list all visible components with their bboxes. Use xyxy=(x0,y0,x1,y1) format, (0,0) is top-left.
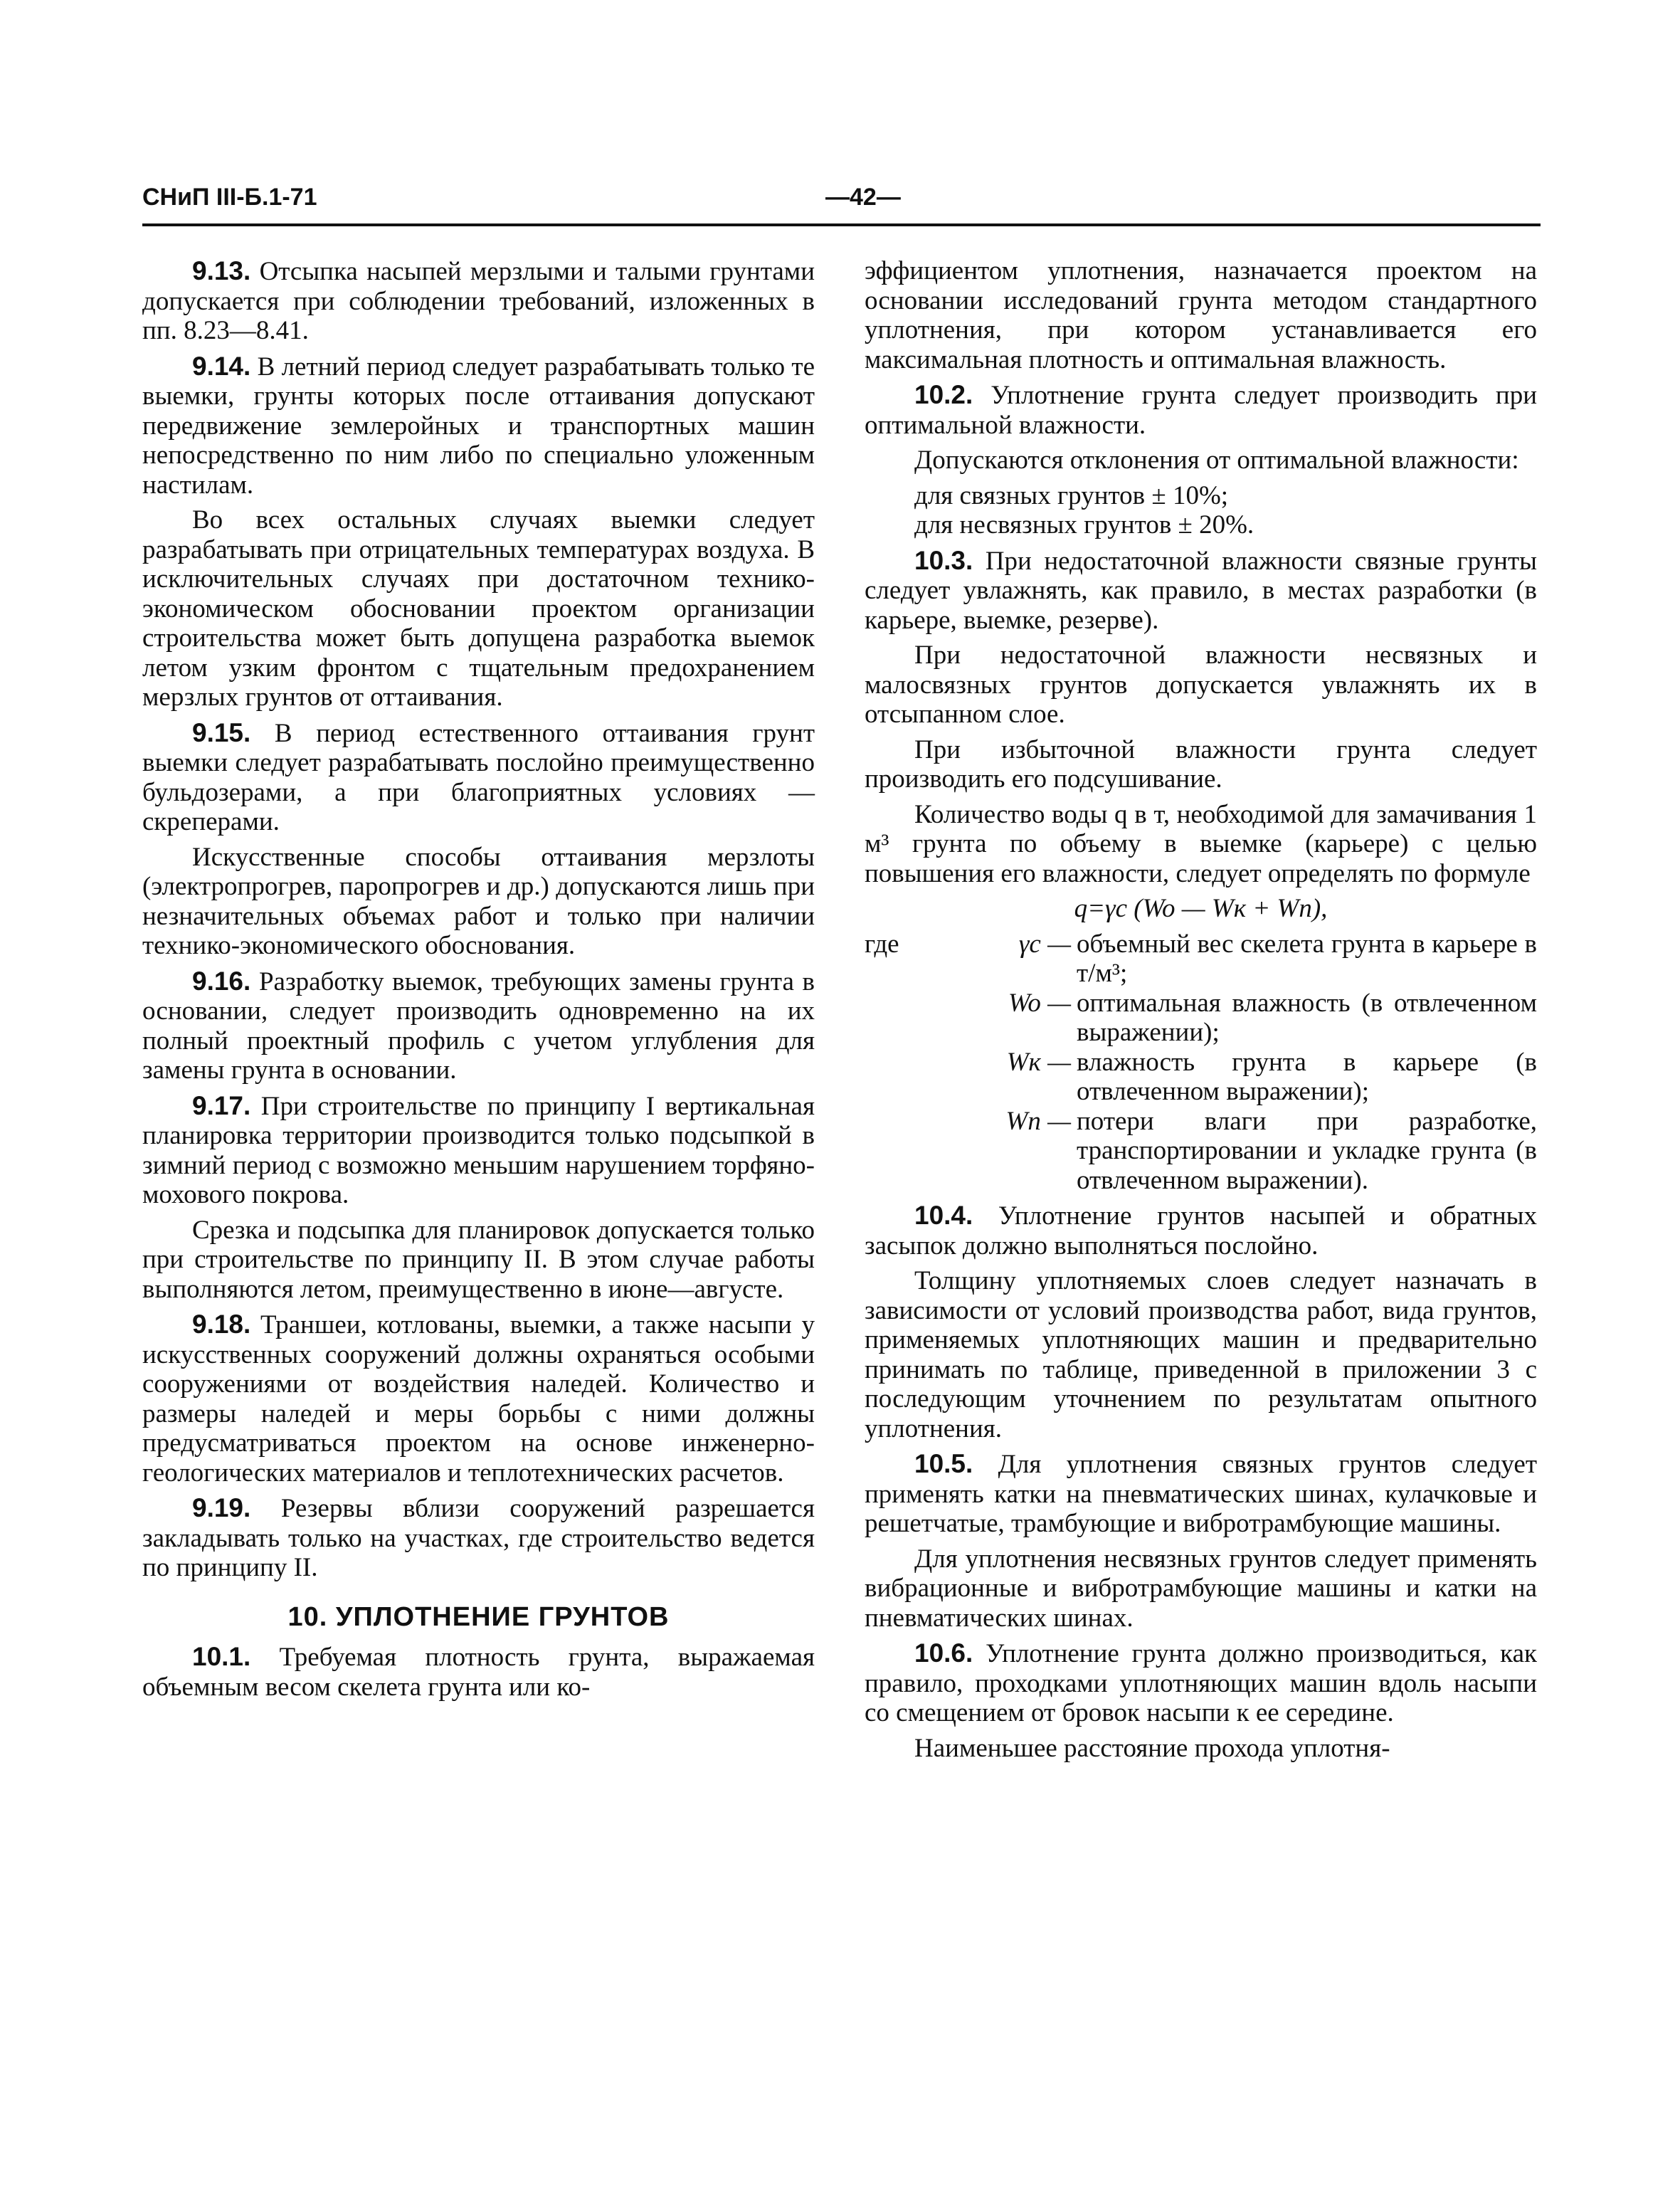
paragraph-9-18 xyxy=(142,1310,815,1488)
definition-text: оптимальная влажность (в отвлеченном выражении); xyxy=(1077,988,1537,1047)
definition-text: потери влаги при разработке, транспортировании и укладке грунта (в отвлеченном выражении). xyxy=(1077,1106,1537,1195)
paragraph-9-14 xyxy=(142,352,815,500)
clause-text: При недостаточной влажности связные грунты следует увлажнять, как правило, в местах разработки (в карьере, выемке, резерве). xyxy=(865,546,1537,635)
clause-number: 9.16. xyxy=(192,966,251,996)
paragraph-9-15-b: Искусственные способы оттаивания мерзлоты (электропрогрев, паропрогрев и др.) допускаются лишь при незначительных объемах работ и только при наличии технико-экономического обоснования. xyxy=(142,842,815,960)
definition-symbol: γc — xyxy=(1018,929,1071,959)
definition-symbol: Wo — xyxy=(1008,988,1071,1018)
definition-symbol: Wп — xyxy=(1005,1106,1071,1136)
page-number: —42— xyxy=(825,184,901,211)
definition-text: объемный вес скелета грунта в карьере в т/м³; xyxy=(1077,929,1537,988)
clause-text: Уплотнение грунта должно производиться, как правило, проходками уплотняющих машин вдоль насыпи со смещением от бровок насыпи к ее середине. xyxy=(865,1639,1538,1727)
clause-number: 9.19. xyxy=(192,1493,251,1522)
paragraph-9-17 xyxy=(142,1091,815,1210)
paragraph-9-14-b: Во всех остальных случаях выемки следует разрабатывать при отрицательных температурах воздуха. В исключительных случаях при достаточном технико-экономическом обосновании проектом организации строительства может быть допущена разработка выемок летом узким фронтом с тщательным предохранением мерзлых грунтов от оттаивания. xyxy=(142,505,815,712)
clause-text: Разработку выемок, требующих замены грунта в основании, следует производить одновременно на их полный проектный профиль с учетом углубления для замены грунта в основании. xyxy=(142,967,815,1085)
paragraph-10-6 xyxy=(865,1638,1537,1728)
clause-number: 9.13. xyxy=(192,256,251,285)
clause-number: 9.18. xyxy=(192,1310,251,1339)
clause-text: Резервы вблизи сооружений разрешается закладывать только на участках, где строительство ведется по принципу II. xyxy=(142,1494,815,1582)
clause-text: Траншеи, котлованы, выемки, а также насыпи у искусственных сооружений должны охраняться особыми сооружениями от воздействия наледей. Количество и размеры наледей и меры борьбы с ними должны предусматриваться проектом на основе инженерно-геологических материалов и теплотехнических расчетов. xyxy=(142,1310,815,1488)
water-quantity-formula: q=γc (Wo — Wк + Wп), xyxy=(1074,894,1328,923)
section-title: 10. УПЛОТНЕНИЕ ГРУНТОВ xyxy=(287,1601,670,1632)
document-code: СНиП III-Б.1-71 xyxy=(142,184,317,211)
definition-row xyxy=(865,1048,1537,1107)
clause-number: 9.17. xyxy=(192,1090,251,1120)
clause-text: Уплотнение грунта следует производить при оптимальной влажности. xyxy=(865,381,1538,440)
clause-text: В летний период следует разрабатывать только те выемки, грунты которых после оттаивания допускают передвижение землеройных и транспортных машин непосредственно по ним либо по специально уложенным настилам. xyxy=(142,352,815,500)
right-column xyxy=(865,256,1537,1769)
paragraph-10-2-b: Допускаются отклонения от оптимальной влажности: xyxy=(914,446,1519,475)
clause-text: В период естественного оттаивания грунт выемки следует разрабатывать послойно преимущественно бульдозерами, а при благоприятных условиях — скреперами. xyxy=(142,718,815,836)
paragraph-10-2 xyxy=(865,380,1537,440)
definition-symbol: Wк — xyxy=(1006,1047,1071,1077)
clause-text: Отсыпка насыпей мерзлыми и талыми грунтами допускается при соблюдении требований, изложенных в пп. 8.23—8.41. xyxy=(142,257,815,345)
clause-text: При строительстве по принципу I вертикальная планировка территории производится только подсыпкой в зимний период с возможно меньшим нарушением торфяно-мохового покрова. xyxy=(142,1091,815,1209)
clause-text: Для уплотнения связных грунтов следует применять катки на пневматических шинах, кулачковые и решетчатые, трамбующие и вибротрамбующие машины. xyxy=(865,1450,1538,1538)
paragraph-10-6-b: Наименьшее расстояние прохода уплотня- xyxy=(914,1733,1390,1763)
where-label: где xyxy=(865,929,899,959)
clause-number: 9.15. xyxy=(192,717,251,747)
paragraph-10-3 xyxy=(865,546,1537,636)
definition-row xyxy=(865,1107,1537,1196)
paragraph-10-3-c: При избыточной влажности грунта следует производить его подсушивание. xyxy=(865,735,1537,794)
clause-text: Уплотнение грунтов насыпей и обратных засыпок должно выполняться послойно. xyxy=(865,1201,1537,1260)
definition-row xyxy=(865,930,1537,989)
paragraph-10-4 xyxy=(865,1201,1537,1260)
clause-number: 9.14. xyxy=(192,351,251,381)
definition-row xyxy=(865,989,1537,1048)
page-header xyxy=(142,184,1541,226)
clause-number: 10.5. xyxy=(914,1449,973,1478)
paragraph-9-15 xyxy=(142,718,815,837)
paragraph-9-16 xyxy=(142,967,815,1085)
paragraph-9-13 xyxy=(142,256,815,346)
header-rule xyxy=(142,223,1541,226)
paragraph-9-19 xyxy=(142,1493,815,1583)
left-column xyxy=(142,256,815,1707)
clause-number: 10.6. xyxy=(914,1638,973,1668)
clause-number: 10.4. xyxy=(914,1201,973,1230)
tolerance-noncohesive: для несвязных грунтов ± 20%. xyxy=(914,510,1254,539)
paragraph-10-1-continued: эффициентом уплотнения, назначается проектом на основании исследований грунта методом стандартного уплотнения, при котором устанавливается его максимальная плотность и оптимальная влажность. xyxy=(865,256,1537,374)
definition-text: влажность грунта в карьере (в отвлеченном выражении); xyxy=(1077,1047,1537,1106)
paragraph-9-17-b: Срезка и подсыпка для планировок допускается только при строительстве по принципу II. В этом случае работы выполняются летом, преимущественно в июне—августе. xyxy=(142,1215,815,1304)
tolerance-cohesive: для связных грунтов ± 10%; xyxy=(914,480,1229,510)
paragraph-10-4-b: Толщину уплотняемых слоев следует назначать в зависимости от условий производства работ, вида грунтов, применяемых уплотняющих машин и предварительно принимать по таблице, приведенной в приложении 3 с последующим уточнением по результатам опытного уплотнения. xyxy=(865,1266,1537,1443)
paragraph-10-1 xyxy=(142,1642,815,1702)
clause-number: 10.2. xyxy=(914,380,973,409)
formula-definitions xyxy=(865,930,1537,1196)
clause-number: 10.3. xyxy=(914,545,973,575)
clause-number: 10.1. xyxy=(192,1642,251,1671)
paragraph-10-5-b: Для уплотнения несвязных грунтов следует применять вибрационные и вибротрамбующие машины и катки на пневматических шинах. xyxy=(865,1544,1537,1633)
paragraph-10-5 xyxy=(865,1449,1537,1539)
paragraph-10-3-b: При недостаточной влажности несвязных и малосвязных грунтов допускается увлажнять их в отсыпанном слое. xyxy=(865,641,1537,729)
clause-text: Требуемая плотность грунта, выражаемая объемным весом скелета грунта или ко- xyxy=(142,1643,815,1702)
paragraph-10-3-d: Количество воды q в т, необходимой для замачивания 1 м³ грунта по объему в выемке (карьере) с целью повышения его влажности, следует определять по формуле xyxy=(865,799,1537,888)
